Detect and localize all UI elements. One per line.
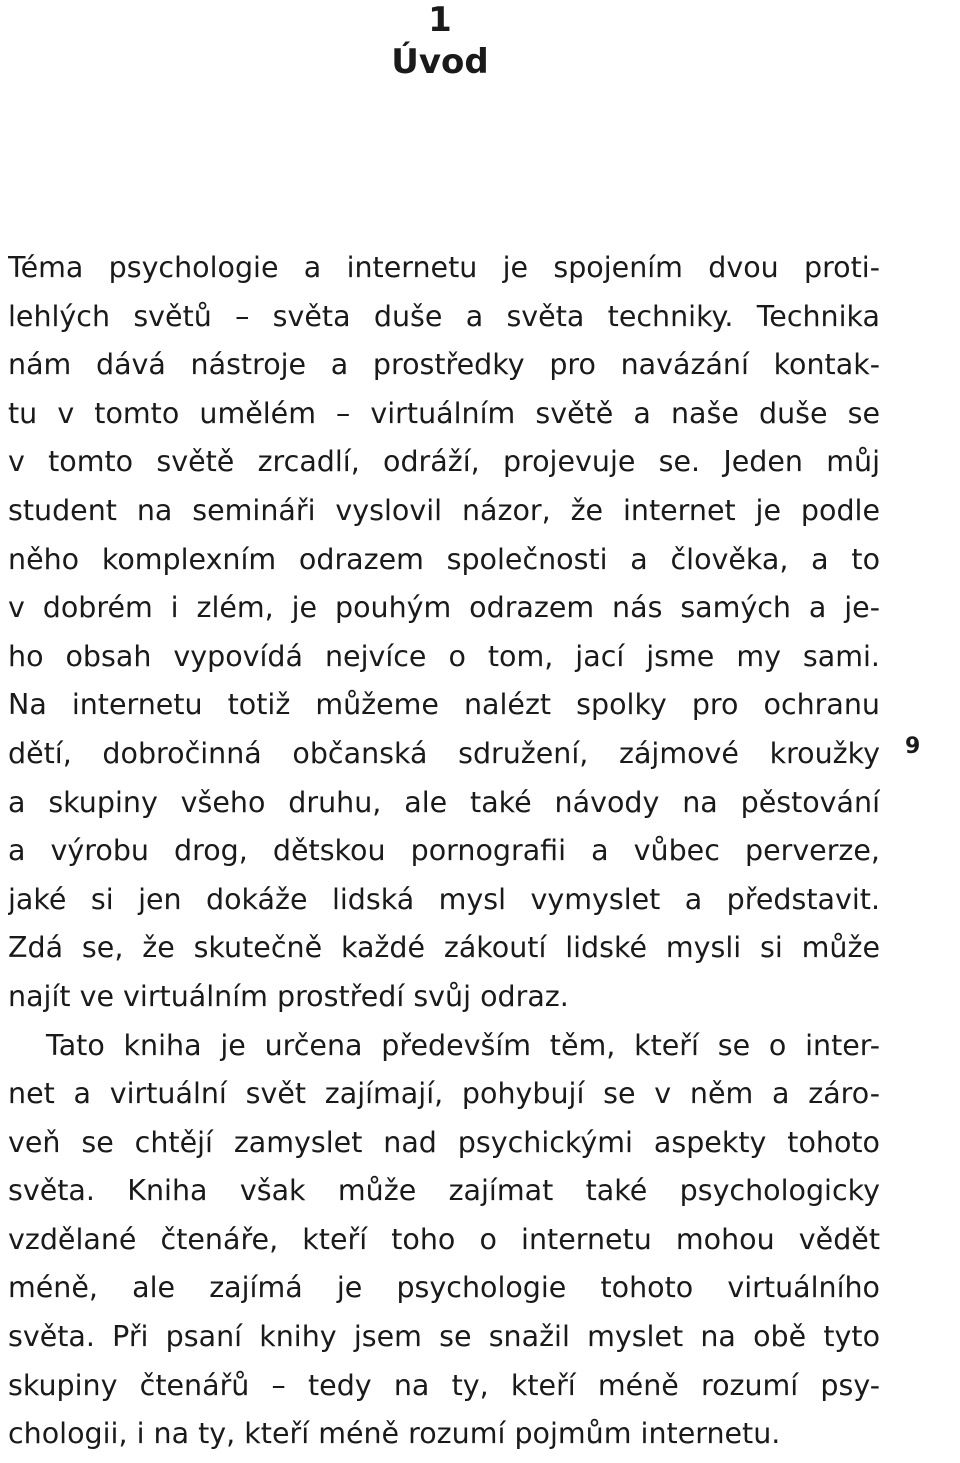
text-line: Téma psychologie a internetu je spojením dvou proti- <box>8 251 880 284</box>
text-line: vzdělané čtenáře, kteří toho o internetu mohou vědět <box>8 1222 880 1256</box>
text-line: Zdá se, že skutečně každé zákoutí lidské mysli si může <box>8 931 880 965</box>
text-line: chologii, i na ty, kteří méně rozumí pojmům internetu. <box>8 1417 781 1451</box>
text-line: něho komplexním odrazem společnosti a člověka, a to <box>8 542 880 576</box>
text-line: světa. Kniha však může zajímat také psychologicky <box>8 1174 880 1208</box>
text-line: jaké si jen dokáže lidská mysl vymyslet a představit. <box>8 882 880 916</box>
chapter-title: Úvod <box>391 42 489 82</box>
text-line: a skupiny všeho druhu, ale také návody na pěstování <box>8 785 880 819</box>
text-line: a výrobu drog, dětskou pornografii a vůbec perverze, <box>8 834 880 868</box>
text-line: méně, ale zajímá je psychologie tohoto virtuálního <box>8 1271 880 1305</box>
text-line: tu v tomto umělém – virtuálním světě a naše duše se <box>8 396 880 430</box>
text-line: v tomto světě zrcadlí, odráží, projevuje se. Jeden můj <box>8 445 880 479</box>
text-line: lehlých světů – světa duše a světa techniky. Technika <box>8 299 880 333</box>
chapter-number: 1 <box>428 0 452 40</box>
text-line: nám dává nástroje a prostředky pro navázání kontak- <box>8 348 880 382</box>
paragraph-1 <box>8 244 880 1022</box>
body-text <box>8 244 880 1459</box>
text-line: ho obsah vypovídá nejvíce o tom, jací jsme my sami. <box>8 639 880 673</box>
text-line: student na semináři vyslovil názor, že internet je podle <box>8 493 880 527</box>
text-line: Na internetu totiž můžeme nalézt spolky pro ochranu <box>8 688 880 722</box>
text-line: net a virtuální svět zajímají, pohybují se v něm a záro- <box>8 1077 880 1111</box>
text-line: dětí, dobročinná občanská sdružení, zájmové kroužky <box>8 736 880 770</box>
paragraph-2 <box>8 1022 880 1459</box>
text-line: najít ve virtuálním prostředí svůj odraz. <box>8 979 569 1013</box>
text-line: v dobrém i zlém, je pouhým odrazem nás samých a je- <box>8 591 880 625</box>
text-line: veň se chtějí zamyslet nad psychickými aspekty tohoto <box>8 1125 880 1159</box>
text-line: Tato kniha je určena především těm, kteří se o inter- <box>46 1028 880 1062</box>
text-line: světa. Při psaní knihy jsem se snažil myslet na obě tyto <box>8 1320 880 1354</box>
page-number: 9 <box>905 734 921 759</box>
text-line: skupiny čtenářů – tedy na ty, kteří méně rozumí psy- <box>8 1368 880 1402</box>
